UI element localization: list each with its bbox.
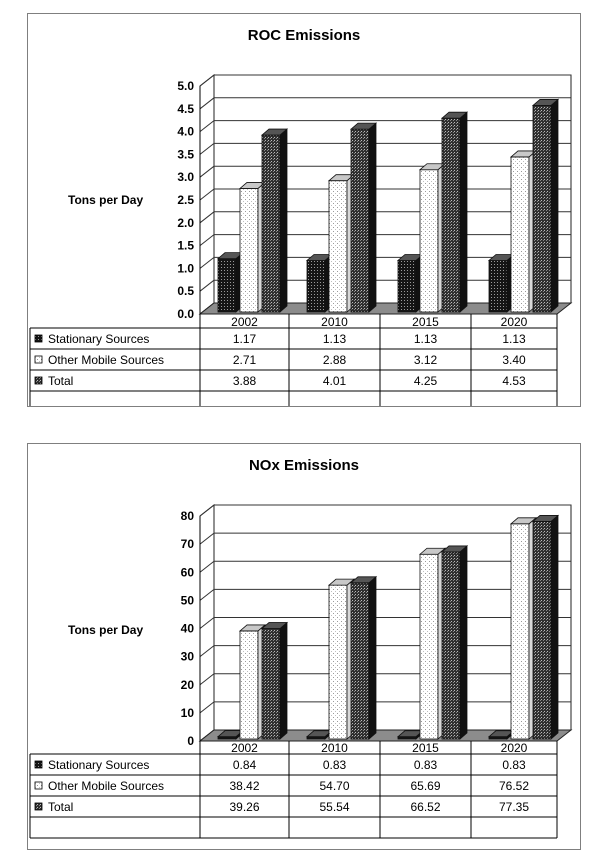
- bar-front: [262, 629, 280, 739]
- table-value: 39.26: [229, 800, 260, 814]
- y-axis-label: Tons per Day: [68, 193, 144, 207]
- bar-front: [240, 631, 258, 739]
- table-value: 1.13: [502, 332, 526, 346]
- category-label: 2010: [321, 741, 348, 755]
- table-value: 3.12: [413, 353, 438, 367]
- table-value: 0.83: [502, 758, 526, 772]
- nox-chart: [28, 444, 580, 849]
- bar-front: [307, 260, 325, 312]
- y-axis-label: Tons per Day: [68, 623, 144, 637]
- legend-swatch: [35, 356, 42, 363]
- chart-title: NOx Emissions: [248, 457, 360, 474]
- table-value: 77.35: [498, 800, 530, 814]
- y-tick-label: 0: [187, 734, 194, 748]
- roc-chart: [28, 14, 580, 406]
- bar-front: [398, 260, 416, 312]
- category-label: 2015: [412, 741, 439, 755]
- bar-front: [489, 260, 507, 312]
- bar-front: [533, 105, 551, 312]
- y-tick-label: 10: [180, 705, 194, 720]
- nox-chart-panel: [27, 443, 581, 850]
- bar-front: [533, 521, 551, 739]
- table-value: 4.53: [502, 374, 526, 388]
- legend-swatch: [35, 761, 42, 768]
- table-value: 1.17: [232, 332, 257, 346]
- legend-label: Stationary Sources: [48, 758, 150, 772]
- table-value: 0.83: [413, 758, 438, 772]
- bar-front: [511, 157, 529, 312]
- bar-front: [420, 554, 438, 739]
- bar-side: [551, 99, 558, 312]
- legend-swatch: [35, 377, 42, 384]
- table-value: 65.69: [410, 779, 441, 793]
- roc-chart-panel: [27, 13, 581, 407]
- y-tick-label: 60: [180, 565, 194, 580]
- table-value: 0.84: [232, 758, 257, 772]
- table-value: 0.83: [322, 758, 347, 772]
- table-value: 1.13: [413, 332, 438, 346]
- table-value: 76.52: [498, 779, 530, 793]
- bar-front: [420, 170, 438, 312]
- bar-side: [280, 129, 287, 312]
- legend-label: Other Mobile Sources: [48, 779, 165, 793]
- bar-front: [329, 181, 347, 312]
- y-tick-label: 80: [180, 509, 194, 523]
- legend-label: Total: [48, 374, 74, 388]
- category-label: 2002: [231, 741, 258, 755]
- y-tick-label: 3.5: [177, 147, 194, 162]
- bar-front: [351, 129, 369, 312]
- y-tick-label: 50: [180, 593, 194, 608]
- legend-label: Other Mobile Sources: [48, 353, 165, 367]
- bar-side: [551, 515, 558, 739]
- table-value: 54.70: [319, 779, 350, 793]
- y-tick-label: 40: [180, 621, 194, 636]
- table-value: 55.54: [319, 800, 350, 814]
- legend-label: Stationary Sources: [48, 332, 150, 346]
- bar-side: [369, 123, 376, 312]
- legend-label: Total: [48, 800, 74, 814]
- table-value: 2.88: [322, 353, 347, 367]
- bar-front: [351, 583, 369, 739]
- table-value: 38.42: [229, 779, 260, 793]
- y-tick-label: 0.0: [177, 307, 194, 321]
- chart-title: ROC Emissions: [247, 27, 361, 44]
- bar-front: [262, 135, 280, 312]
- y-tick-label: 70: [180, 537, 194, 552]
- legend-swatch: [35, 335, 42, 342]
- y-tick-label: 0.5: [177, 284, 194, 299]
- table-value: 1.13: [322, 332, 347, 346]
- table-value: 3.40: [502, 353, 526, 367]
- bar-side: [460, 546, 467, 739]
- table-value: 66.52: [410, 800, 441, 814]
- bar-side: [280, 623, 287, 739]
- table-value: 4.01: [322, 374, 347, 388]
- category-label: 2010: [321, 315, 348, 329]
- y-tick-label: 3.0: [177, 170, 194, 185]
- table-value: 2.71: [232, 353, 257, 367]
- y-tick-label: 1.5: [177, 238, 194, 253]
- y-tick-label: 30: [180, 649, 194, 664]
- legend-swatch: [35, 803, 42, 810]
- y-tick-label: 2.0: [177, 215, 194, 230]
- y-tick-label: 2.5: [177, 193, 194, 207]
- bar-side: [369, 577, 376, 739]
- category-label: 2002: [231, 315, 258, 329]
- bar-side: [460, 112, 467, 312]
- bar-front: [218, 259, 236, 312]
- category-label: 2015: [412, 315, 439, 329]
- bar-front: [329, 585, 347, 739]
- legend-swatch: [35, 782, 42, 789]
- bar-front: [442, 118, 460, 312]
- bar-front: [511, 524, 529, 739]
- y-tick-label: 4.0: [177, 124, 194, 139]
- y-tick-label: 4.5: [177, 101, 194, 116]
- y-tick-label: 20: [180, 677, 194, 692]
- category-label: 2020: [500, 315, 528, 329]
- category-label: 2020: [500, 741, 528, 755]
- y-tick-label: 1.0: [177, 261, 194, 276]
- table-value: 4.25: [413, 374, 438, 388]
- bar-front: [442, 552, 460, 739]
- table-value: 3.88: [232, 374, 257, 388]
- bar-front: [240, 188, 258, 312]
- y-tick-label: 5.0: [177, 79, 194, 93]
